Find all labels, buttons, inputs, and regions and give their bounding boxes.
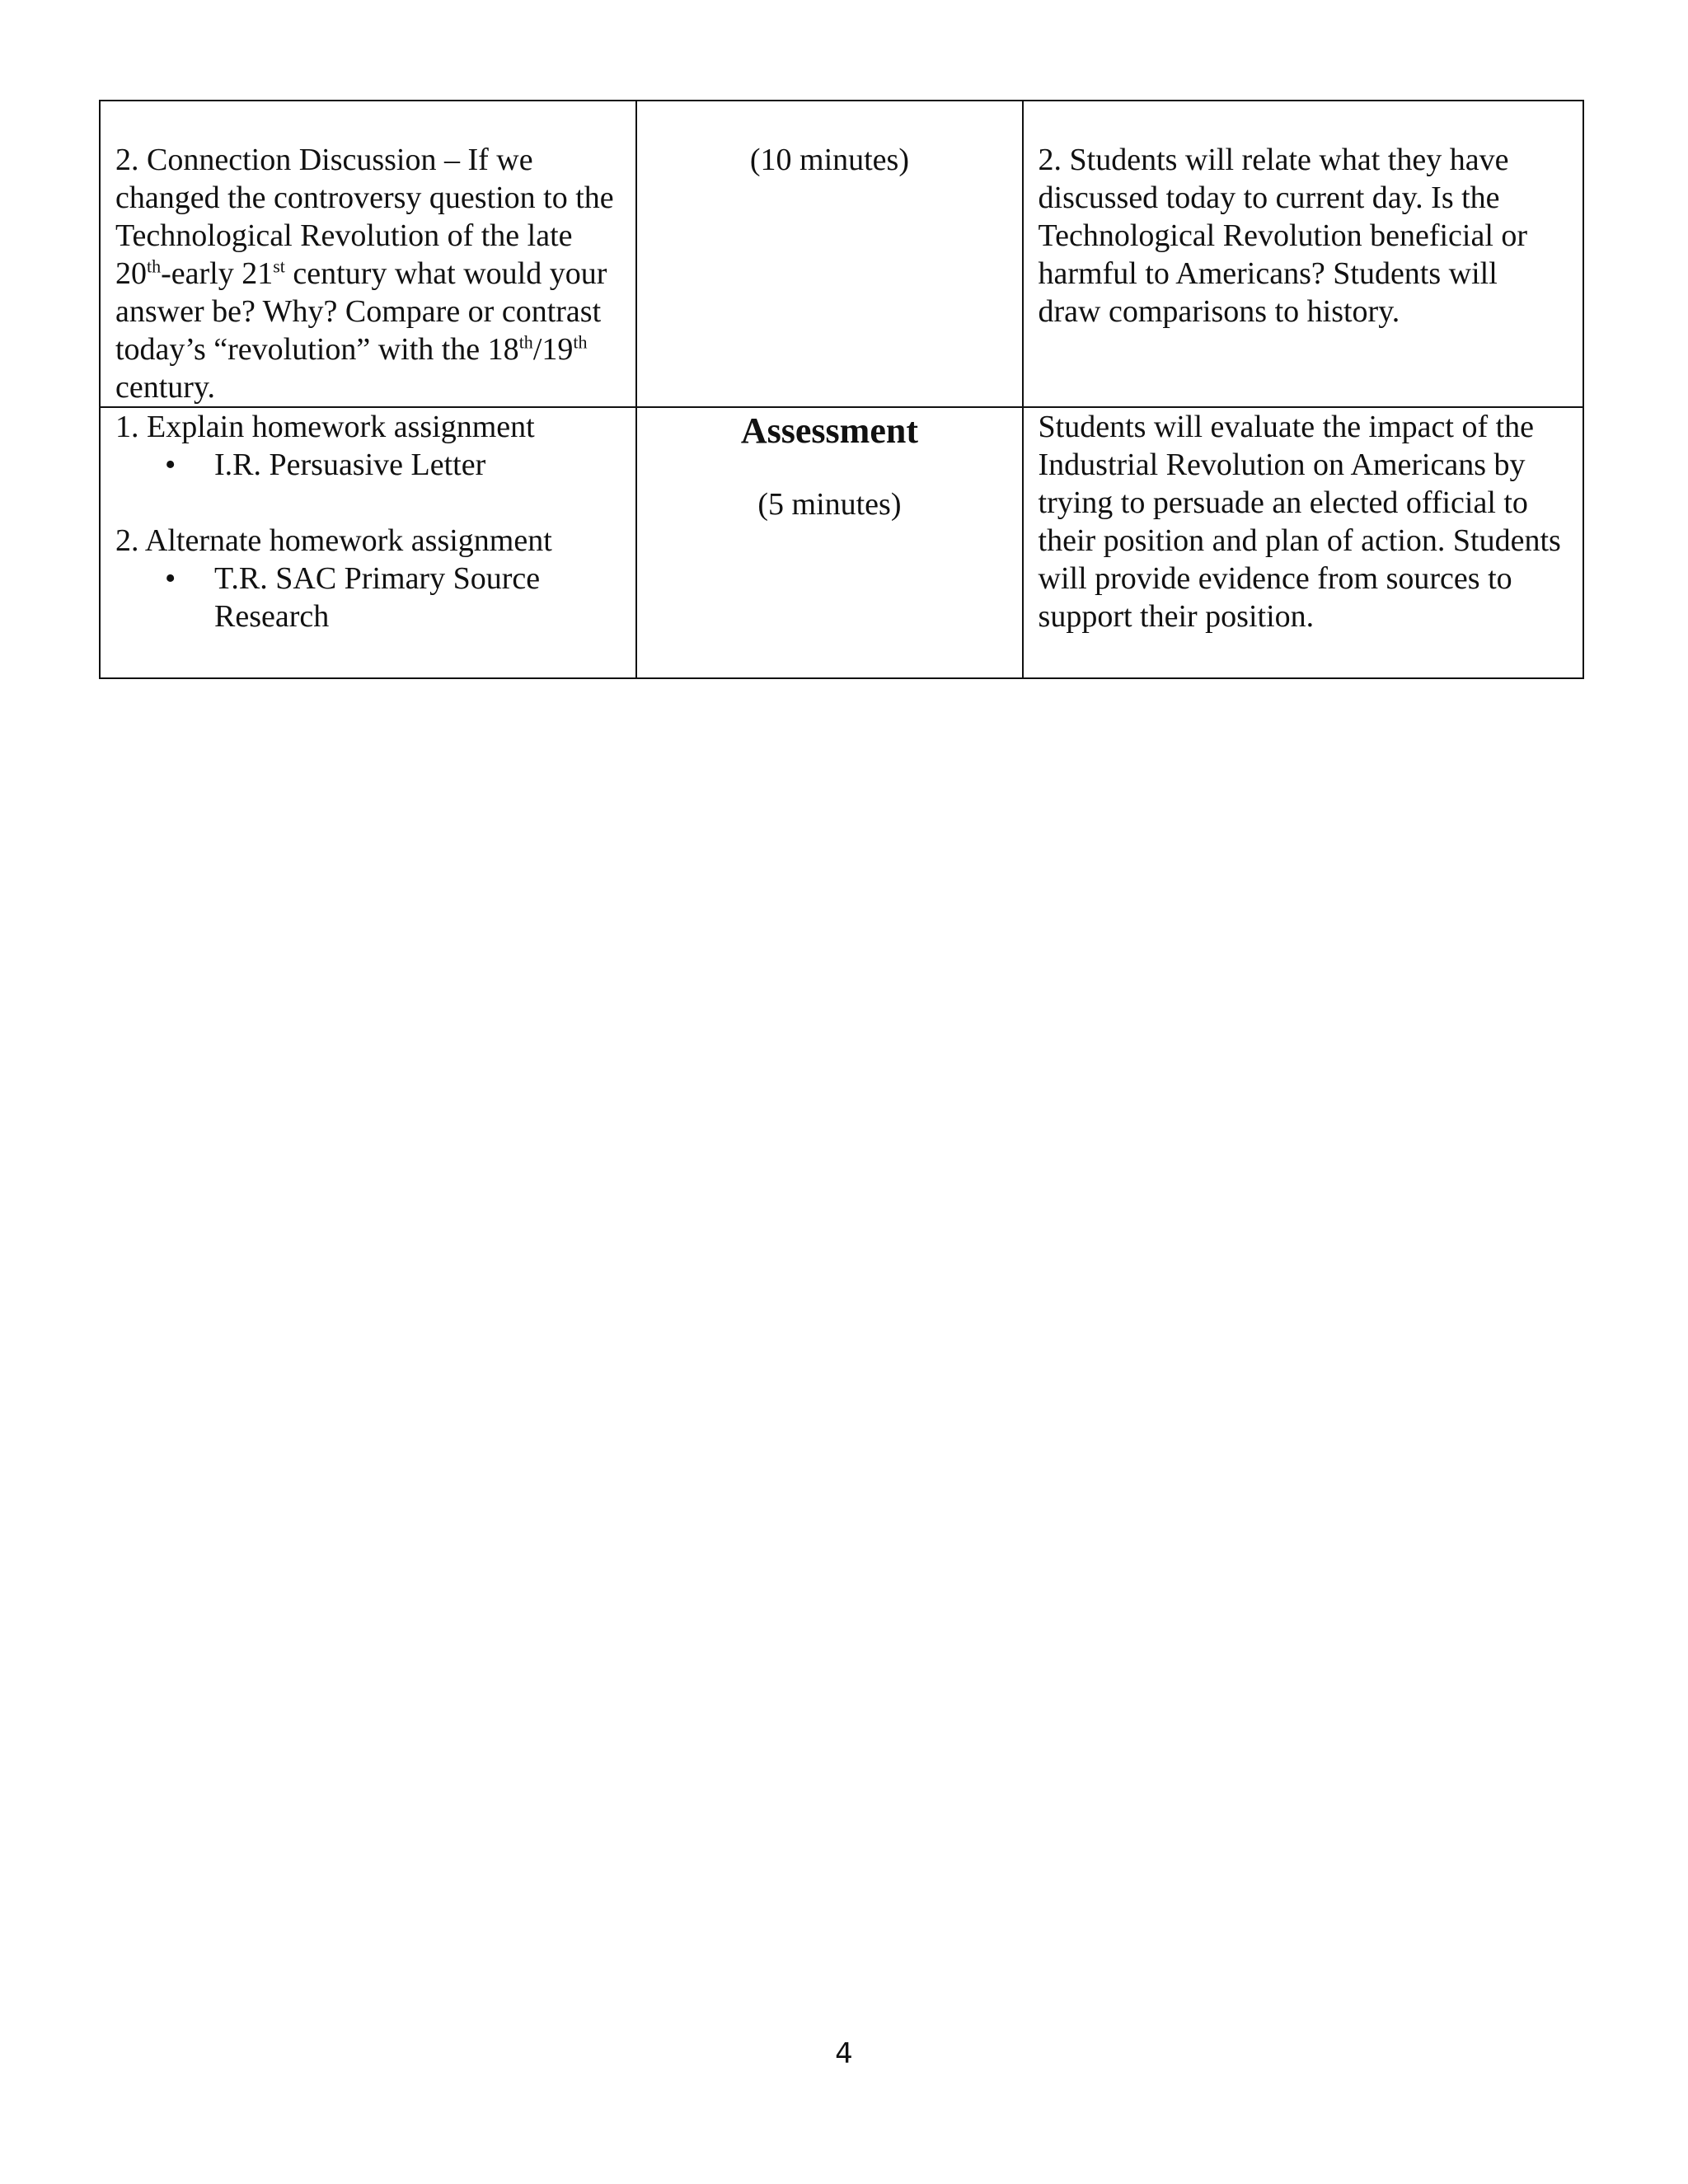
time-cell — [636, 101, 1022, 407]
list-item-text: I.R. Persuasive Letter — [214, 448, 486, 482]
lesson-plan-table — [99, 100, 1584, 679]
list-item — [165, 560, 621, 635]
bullet-list — [115, 560, 621, 635]
bullet-list — [115, 446, 621, 484]
superscript: th — [573, 331, 588, 353]
time-label: (5 minutes) — [757, 487, 902, 522]
homework-item: 2. Alternate homework assignment — [115, 523, 552, 558]
activity-text: -early 21 — [161, 256, 274, 291]
list-item — [165, 446, 621, 484]
outcome-cell: 2. Students will relate what they have discussed today to current day. Is the Technological Revolution beneficial or harmful to Americans? Students will draw comparisons to history. — [1023, 101, 1583, 407]
bullet-icon: • — [165, 561, 176, 596]
activity-text: /19 — [532, 332, 574, 367]
assessment-heading: Assessment — [740, 410, 918, 451]
superscript: th — [518, 331, 533, 353]
assessment-cell — [636, 407, 1022, 678]
time-label: (10 minutes) — [749, 143, 909, 177]
activity-cell — [100, 407, 636, 678]
list-item-text: T.R. SAC Primary Source Research — [214, 561, 541, 634]
page-number: 4 — [835, 2037, 853, 2070]
bullet-icon: • — [165, 448, 176, 482]
activity-text: century. — [115, 370, 215, 405]
activity-text: century what would your answer be? Why? Compare or contrast today’s “revolution” with the 18 — [115, 256, 607, 367]
table-row — [100, 407, 1583, 678]
activity-text: 2. Connection Discussion – If we changed the controversy question to the Technological Revolution of the late 20 — [115, 143, 614, 291]
superscript: th — [147, 255, 162, 277]
activity-cell — [100, 101, 636, 407]
table-row — [100, 101, 1583, 407]
outcome-cell: Students will evaluate the impact of the Industrial Revolution on Americans by trying to persuade an elected official to their position and plan of action. Students will provide evidence from sources to support their position. — [1023, 407, 1583, 678]
homework-item: 1. Explain homework assignment — [115, 410, 535, 444]
superscript: st — [273, 255, 285, 277]
